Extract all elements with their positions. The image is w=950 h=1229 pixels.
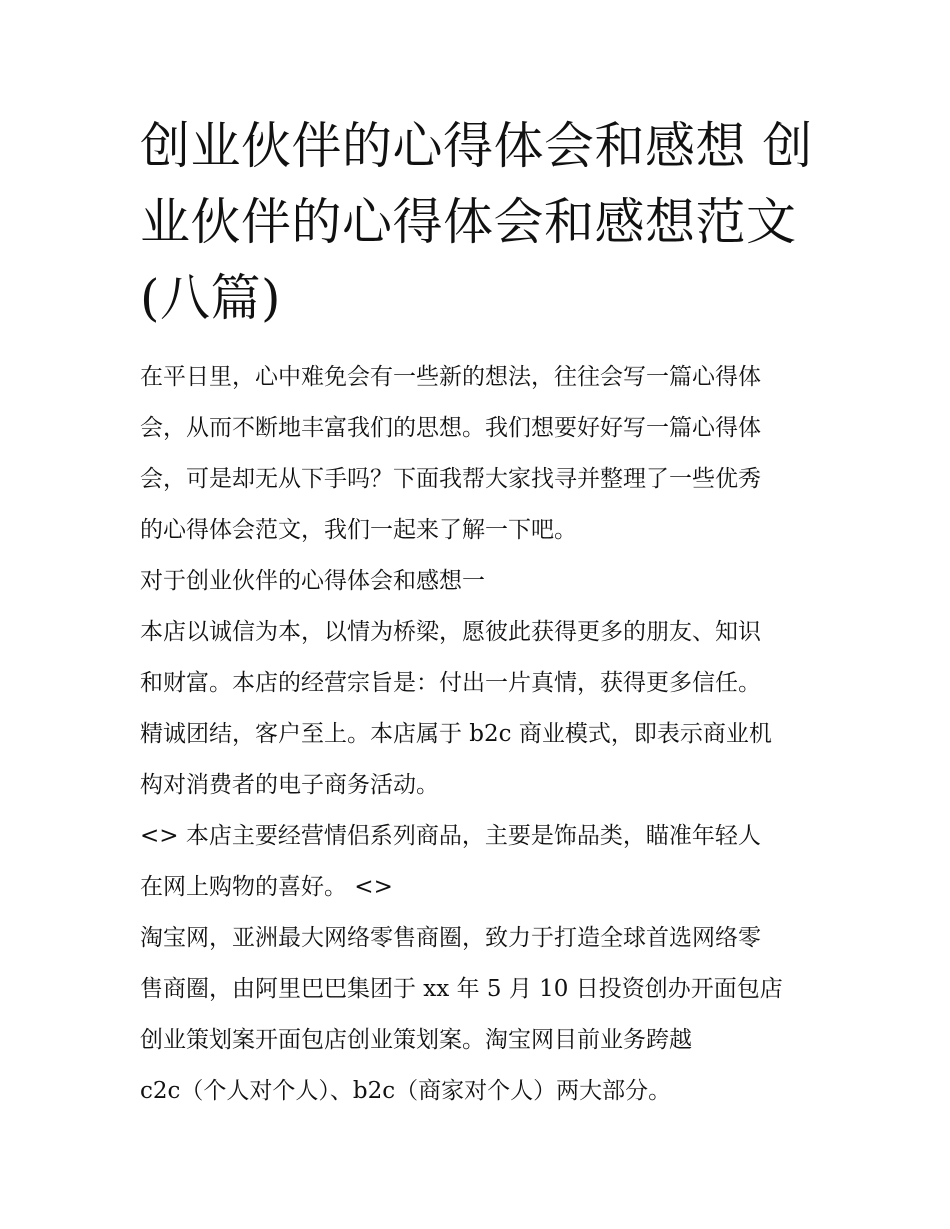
intro-line: 在平日里，心中难免会有一些新的想法，往往会写一篇心得体: [140, 364, 761, 390]
paragraph-line: 在网上购物的喜好。 <>: [140, 874, 393, 900]
paragraph-line: 本店以诚信为本，以情为桥梁，愿彼此获得更多的朋友、知识: [140, 619, 761, 645]
document-title: 创业伙伴的心得体会和感想 创业伙伴的心得体会和感想范文(八篇): [140, 117, 813, 327]
section-heading: 对于创业伙伴的心得体会和感想一: [140, 568, 485, 594]
paragraph-store-intro: [140, 607, 820, 811]
paragraph-line: c2c（个人对个人）、b2c（商家对个人）两大部分。: [140, 1078, 672, 1104]
paragraph-products: [140, 811, 820, 913]
intro-line: 会，从而不断地丰富我们的思想。我们想要好好写一篇心得体: [140, 415, 761, 441]
paragraph-line: 和财富。本店的经营宗旨是：付出一片真情，获得更多信任。: [140, 670, 761, 696]
paragraph-taobao: [140, 913, 820, 1117]
document-body: [140, 352, 820, 1117]
intro-line: 会，可是却无从下手吗？下面我帮大家找寻并整理了一些优秀: [140, 466, 761, 492]
paragraph-line: 淘宝网，亚洲最大网络零售商圈，致力于打造全球首选网络零: [140, 925, 761, 951]
paragraph-line: <> 本店主要经营情侣系列商品，主要是饰品类，瞄准年轻人: [140, 823, 761, 849]
intro-paragraph: [140, 352, 820, 556]
paragraph-line: 创业策划案开面包店创业策划案。淘宝网目前业务跨越: [140, 1027, 692, 1053]
intro-line: 的心得体会范文，我们一起来了解一下吧。: [140, 517, 577, 543]
paragraph-line: 售商圈，由阿里巴巴集团于 xx 年 5 月 10 日投资创办开面包店: [140, 976, 783, 1002]
paragraph-line: 精诚团结，客户至上。本店属于 b2c 商业模式，即表示商业机: [140, 721, 772, 747]
paragraph-line: 构对消费者的电子商务活动。: [140, 772, 439, 798]
